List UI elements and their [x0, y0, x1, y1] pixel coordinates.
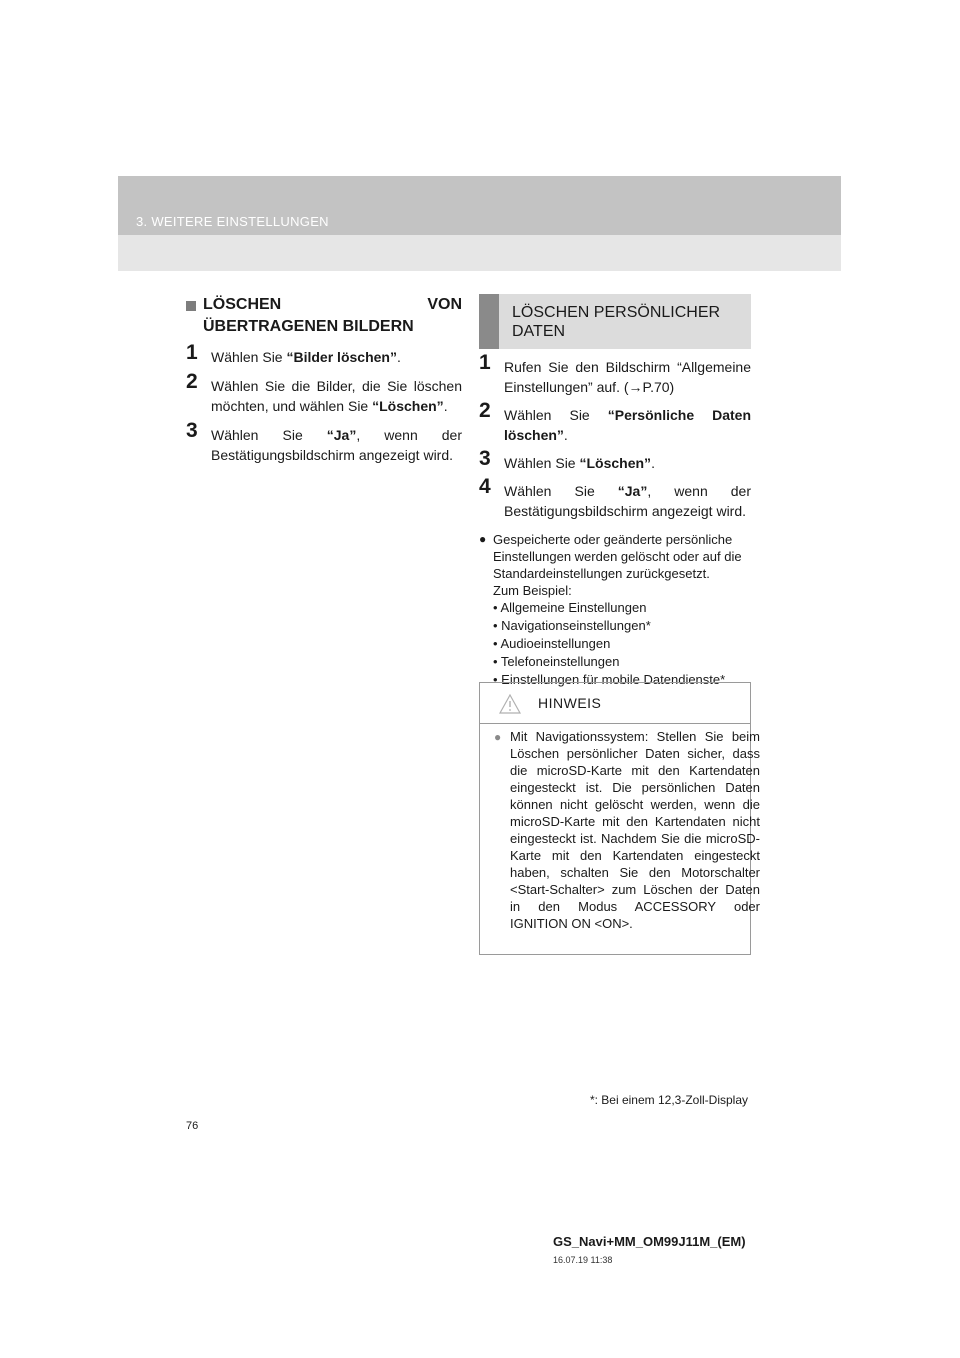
notice-body: [494, 728, 760, 932]
step-emphasis: “Persönliche Daten löschen”: [504, 407, 752, 443]
step-item: [186, 419, 462, 465]
right-column: [479, 294, 751, 689]
step-text: Wählen Sie: [211, 427, 327, 443]
step-number: 1: [186, 341, 198, 364]
step-text-end: , wenn der Bestätigungsbildschirm angezeigt wird.: [211, 427, 462, 463]
step-text: Wählen Sie: [504, 483, 618, 499]
heading-line-2: ÜBERTRAGENEN BILDERN: [203, 318, 414, 335]
document-id: GS_Navi+MM_OM99J11M_(EM): [553, 1234, 746, 1249]
step-item: [479, 475, 751, 521]
step-number: 3: [479, 447, 491, 470]
step-text-end: .: [651, 455, 655, 471]
step-text-end: .: [563, 427, 568, 443]
section-box-title: [479, 294, 751, 349]
step-emphasis: “Bilder löschen”: [286, 349, 397, 365]
section-box-title-text: [512, 303, 720, 341]
subsection-heading: [186, 294, 462, 338]
box-title-line-1: LÖSCHEN PERSÖNLICHER: [512, 304, 721, 321]
step-item: [479, 447, 751, 473]
step-text-end: , wenn der Bestätigungsbildschirm angezeigt wird.: [504, 483, 751, 519]
step-item: [479, 351, 751, 397]
example-item: • Telefoneinstellungen: [493, 654, 620, 669]
footnote: *: Bei einem 12,3-Zoll-Display: [589, 1093, 748, 1107]
info-bullet: [479, 531, 751, 689]
section-title: 3. WEITERE EINSTELLUNGEN: [136, 214, 329, 229]
notice-text: Mit Navigationssystem: Stellen Sie beim Löschen persönlicher Daten sicher, dass die microSD-Karte mit den Kartendaten eingesteckt ist. Die persönlichen Daten können nicht gelöscht werden, wenn die microSD-Karte mit den Kartendaten nicht eingesteckt ist. Nachdem Sie die microSD-Karte mit den Kartendaten eingesteckt haben, schalten Sie den Motorschalter <Start-Schalter> zum Löschen der Daten in den Modus ACCESSORY oder IGNITION ON <ON>.: [510, 729, 760, 931]
step-text: Wählen Sie: [211, 349, 287, 365]
step-item: [186, 341, 462, 367]
heading-word-2: VON: [427, 296, 462, 313]
page-number: 76: [186, 1120, 199, 1132]
notice-box: [479, 682, 760, 955]
bullet-dot-icon: ●: [479, 532, 487, 546]
square-bullet-icon: [186, 301, 196, 311]
step-number: 2: [479, 399, 491, 422]
step-text: Wählen Sie: [504, 407, 608, 423]
example-item: • Navigationseinstellungen*: [493, 618, 651, 633]
step-text-end: .: [396, 349, 401, 365]
step-emphasis: “Ja”: [617, 483, 648, 499]
example-label: Zum Beispiel:: [493, 583, 572, 598]
step-number: 3: [186, 419, 198, 442]
heading-word-1: LÖSCHEN: [203, 296, 282, 313]
example-item: • Audioeinstellungen: [493, 636, 611, 651]
notice-title: HINWEIS: [538, 695, 602, 711]
step-emphasis: “Löschen”: [579, 455, 652, 471]
document-date: 16.07.19 11:38: [553, 1255, 613, 1265]
title-bar-accent: [479, 294, 499, 349]
example-item: • Allgemeine Einstellungen: [493, 600, 647, 615]
step-number: 1: [479, 351, 491, 374]
page-header: [118, 176, 841, 271]
step-number: 4: [479, 475, 491, 498]
step-emphasis: “Löschen”: [372, 398, 444, 414]
step-emphasis: “Ja”: [326, 427, 357, 443]
step-item: [479, 399, 752, 445]
step-text: Rufen Sie den Bildschirm “Allgemeine Einstellungen” auf. (: [504, 359, 751, 395]
warning-icon: [499, 694, 521, 714]
step-number: 2: [186, 370, 198, 393]
box-title-line-2: DATEN: [512, 323, 566, 340]
step-item: [186, 370, 462, 416]
left-column: [186, 294, 462, 465]
step-text: Wählen Sie die Bilder, die Sie löschen möchten, und wählen Sie: [211, 378, 462, 414]
bullet-text: Gespeicherte oder geänderte persönliche Einstellungen werden gelöscht oder auf die Standardeinstellungen zurückgesetzt.: [493, 532, 742, 581]
example-item: • Einstellungen für mobile Datendienste*: [493, 672, 726, 687]
step-text-end: .: [443, 398, 448, 414]
step-list: [479, 351, 752, 521]
step-text: Wählen Sie: [504, 455, 580, 471]
notice-header: [480, 683, 750, 724]
page-header-band: [118, 176, 841, 235]
step-text-end: →P.70): [628, 379, 675, 395]
bullet-dot-icon: ●: [494, 730, 502, 744]
